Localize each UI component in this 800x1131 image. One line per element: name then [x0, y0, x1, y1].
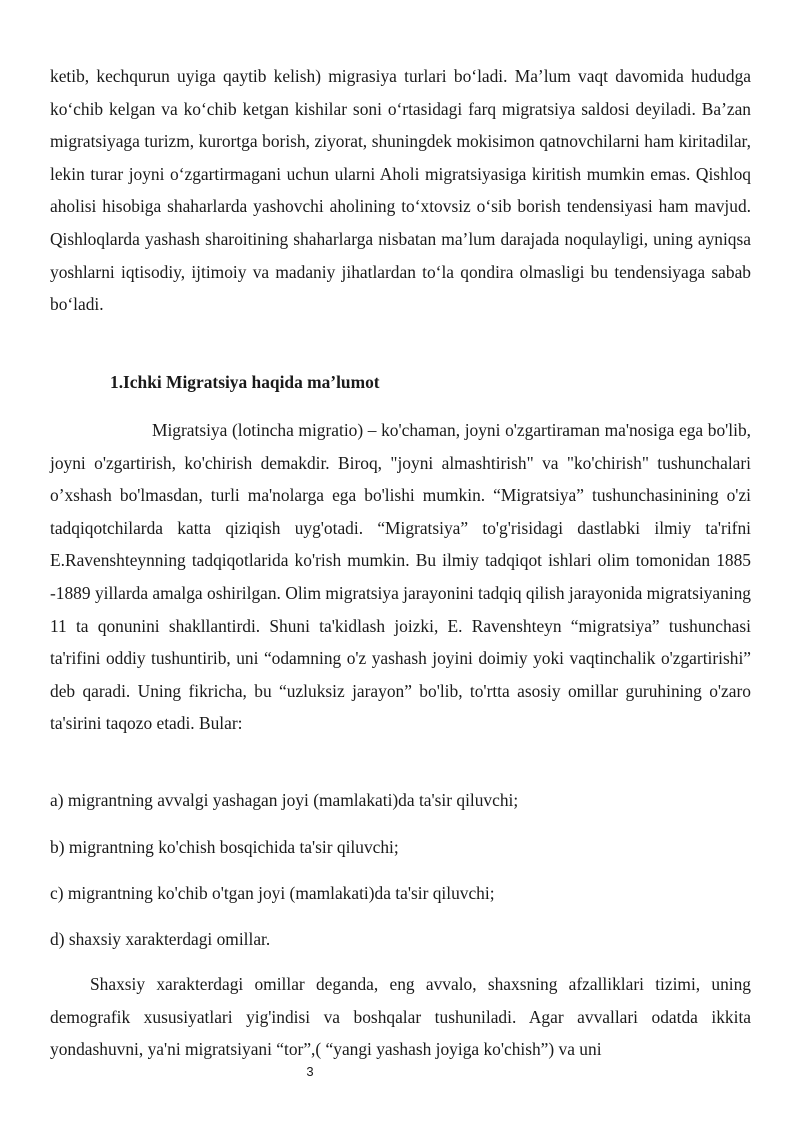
- page-number: 3: [306, 1064, 314, 1079]
- list-item: b) migrantning ko'chish bosqichida ta'sir qiluvchi;: [50, 837, 399, 857]
- section-heading: 1.Ichki Migratsiya haqida ma’lumot: [110, 372, 380, 392]
- body-paragraph: Migratsiya (lotincha migratio) – ko'chaman, joyni o'zgartiraman ma'nosiga ega bo'lib, joyni o'zgartirish, ko'chirish demakdir. Biroq, "joyni almashtirish" va "ko'chirish" tushunchalari o’xshash bo'lmasdan, turli ma'nolarga ega bo'lishi mumkin. “Migratsiya” tushunchasinining o'zi tadqiqotchilarda katta qiziqish uyg'otadi. “Migratsiya” to'g'risidagi dastlabki ilmiy ta'rifni E.Ravenshteynning tadqiqotlarida ko'rish mumkin. Bu ilmiy tadqiqot ishlari olim tomonidan 1885 -1889 yillarda amalga oshirilgan. Olim migratsiya jarayonini tadqiq qilish jarayonida migratsiyaning 11 ta qonunini shakllantirdi. Shuni ta'kidlash joizki, E. Ravenshteyn “migratsiya” tushunchasi ta'rifini oddiy tushuntirib, uni “odamning o'z yashash joyini doimiy yoki vaqtinchalik o'zgartirishi” deb qaradi. Uning fikricha, bu “uzluksiz jarayon” bo'lib, to'rtta asosiy omillar guruhining o'zaro ta'sirini taqozo etadi. Bular:: [50, 420, 751, 734]
- list-item: a) migrantning avvalgi yashagan joyi (mamlakati)da ta'sir qiluvchi;: [50, 790, 519, 810]
- body-paragraph: ketib, kechqurun uyiga qaytib kelish) migrasiya turlari bo‘ladi. Ma’lum vaqt davomida hududga ko‘chib kelgan va ko‘chib ketgan kishilar soni o‘rtasidagi farq migratsiya saldosi deyiladi. Ba’zan migratsiyaga turizm, kurortga borish, ziyorat, shuningdek mokisimon qatnovchilarni ham kiritadilar, lekin turar joyni o‘zgartirmagani uchun ularni Aholi migratsiyasiga kiritish mumkin emas. Qishloq aholisi hisobiga shaharlarda yashovchi aholining to‘xtovsiz o‘sib borish tendensiyasi ham mavjud. Qishloqlarda yashash sharoitining shaharlarga nisbatan ma’lum darajada noqulayligi, uning ayniqsa yoshlarni iqtisodiy, ijtimoiy va madaniy jihatlardan to‘la qondira olmasligi bu tendensiyaga sabab bo‘ladi.: [50, 66, 751, 315]
- list-item: d) shaxsiy xarakterdagi omillar.: [50, 929, 271, 949]
- body-paragraph: Shaxsiy xarakterdagi omillar deganda, eng avvalo, shaxsning afzalliklari tizimi, uning demografik xususiyatlari yig'indisi va boshqalar tushuniladi. Agar avvallari odatda ikkita yondashuvni, ya'ni migratsiyani “tor”,( “yangi yashash joyiga ko'chish”) va uni: [50, 974, 751, 1060]
- list-item: c) migrantning ko'chib o'tgan joyi (mamlakati)da ta'sir qiluvchi;: [50, 883, 495, 903]
